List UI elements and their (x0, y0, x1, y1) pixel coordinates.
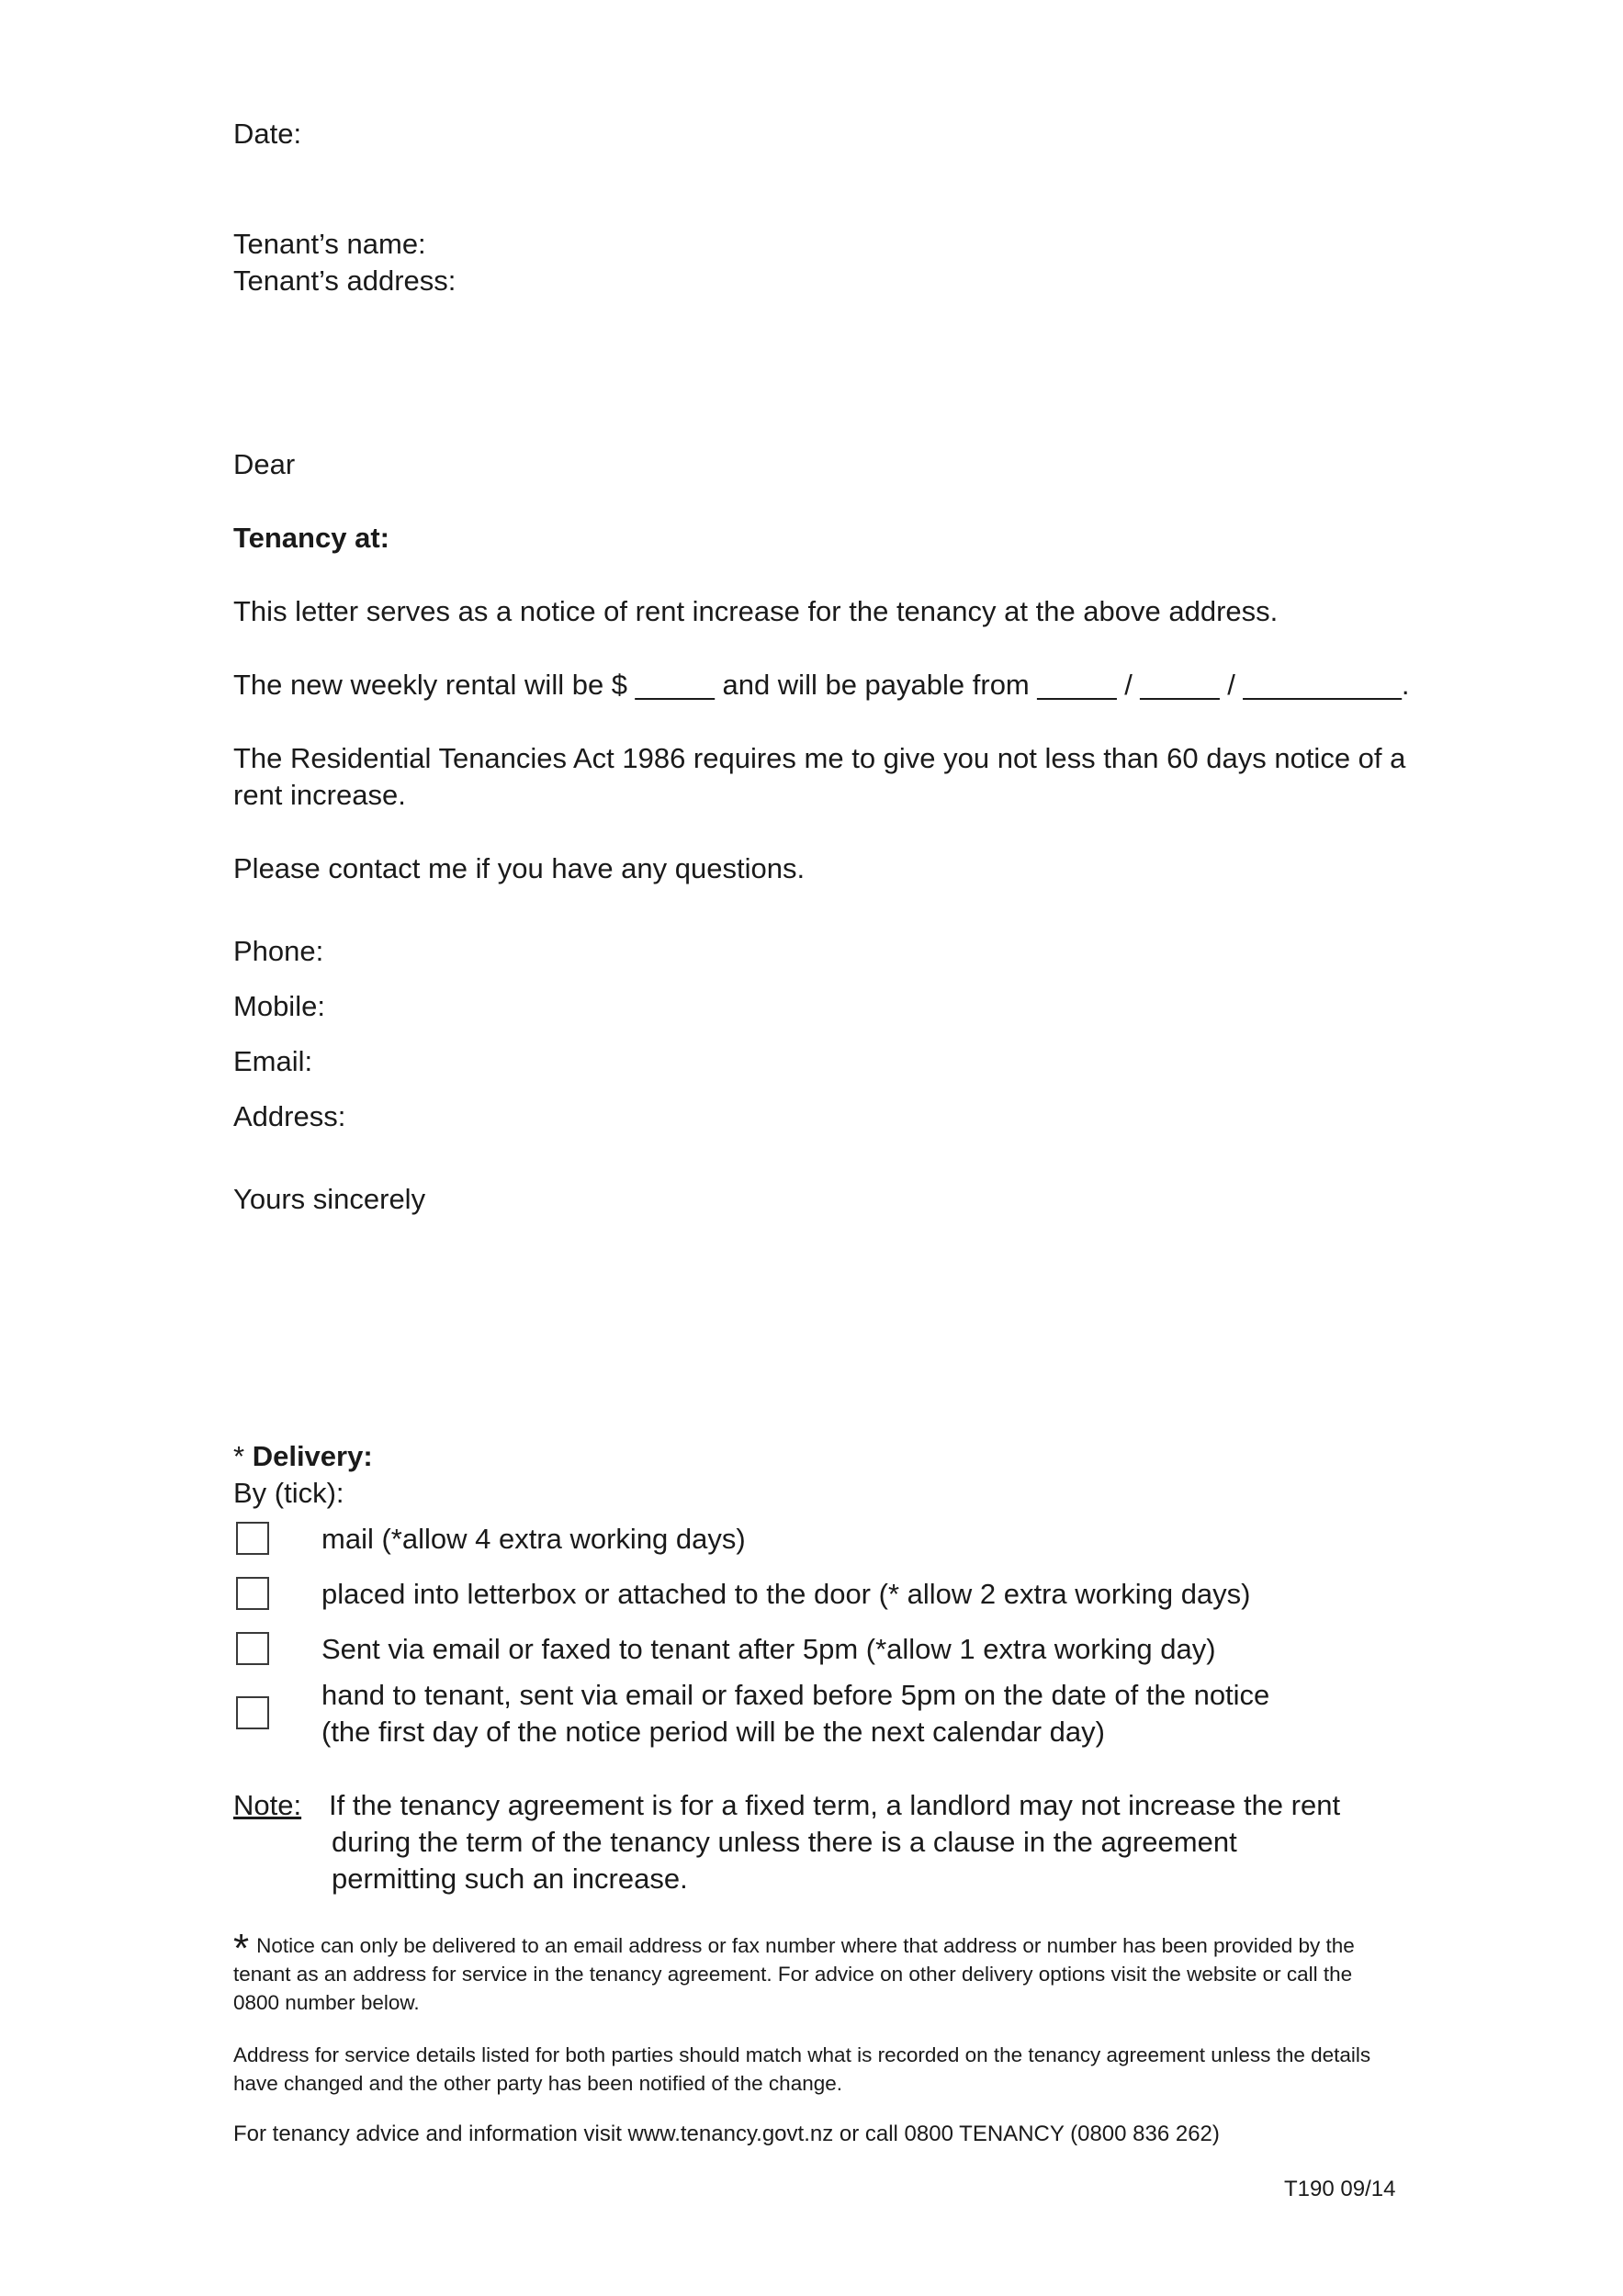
tenant-address-label: Tenant’s address: (233, 264, 456, 297)
checkbox-letterbox[interactable] (236, 1577, 269, 1610)
delivery-asterisk: * (233, 1440, 245, 1472)
checkbox-mail[interactable] (236, 1522, 269, 1555)
delivery-heading (233, 1438, 373, 1475)
closing: Yours sincerely (233, 1183, 426, 1215)
tenant-name-label: Tenant’s name: (233, 228, 426, 260)
act-paragraph-line-2: rent increase. (233, 779, 406, 811)
service-footnote-text: Notice can only be delivered to an email address or fax number where that address or number has been provided by the tenant as an address for service in the tenancy agreement. For advice on other delivery options visit the website or call the 0800 number below. (233, 1934, 1355, 2014)
phone-label: Phone: (233, 935, 324, 967)
date-label: Date: (233, 118, 302, 150)
note-label: Note: (233, 1789, 302, 1821)
email-label: Email: (233, 1045, 313, 1077)
address-label: Address: (233, 1100, 346, 1132)
new-rental-paragraph: The new weekly rental will be $ _____ and will be payable from _____ / _____ / __________. (233, 669, 1410, 701)
act-paragraph-line-1: The Residential Tenancies Act 1986 requires me to give you not less than 60 days notice of a (233, 742, 1406, 774)
option-letterbox-label: placed into letterbox or attached to the door (* allow 2 extra working days) (321, 1578, 1251, 1610)
service-footnote (233, 1926, 1400, 2017)
mobile-label: Mobile: (233, 990, 325, 1022)
notice-paragraph: This letter serves as a notice of rent increase for the tenancy at the above address. (233, 595, 1279, 627)
checkbox-email-after-5pm[interactable] (236, 1632, 269, 1665)
footnote-star: * (233, 1926, 250, 1971)
option-email-after-5pm-label: Sent via email or faxed to tenant after 5pm (*allow 1 extra working day) (321, 1633, 1216, 1665)
by-tick-label: By (tick): (233, 1477, 344, 1509)
contact-paragraph: Please contact me if you have any questions. (233, 852, 806, 884)
address-for-service-footnote: Address for service details listed for both parties should match what is recorded on the tenancy agreement unless the details have changed and the other party has been notified of the change. (233, 2043, 1371, 2095)
note-line-2: during the term of the tenancy unless there is a clause in the agreement (332, 1826, 1237, 1858)
checkbox-hand-to-tenant[interactable] (236, 1696, 269, 1729)
option-hand-to-tenant-label-2: (the first day of the notice period will be the next calendar day) (321, 1716, 1105, 1748)
option-hand-to-tenant-label-1: hand to tenant, sent via email or faxed before 5pm on the date of the notice (321, 1679, 1270, 1711)
advice-footer: For tenancy advice and information visit www.tenancy.govt.nz or call 0800 TENANCY (0800 836 262) (233, 2122, 1220, 2146)
note-line-1: If the tenancy agreement is for a fixed term, a landlord may not increase the rent (329, 1789, 1341, 1821)
option-mail-label: mail (*allow 4 extra working days) (321, 1523, 746, 1555)
form-code: T190 09/14 (1284, 2177, 1396, 2201)
tenancy-at-label: Tenancy at: (233, 522, 389, 554)
salutation: Dear (233, 448, 296, 480)
note-line-3: permitting such an increase. (332, 1863, 688, 1895)
delivery-heading-text: Delivery: (252, 1440, 373, 1472)
